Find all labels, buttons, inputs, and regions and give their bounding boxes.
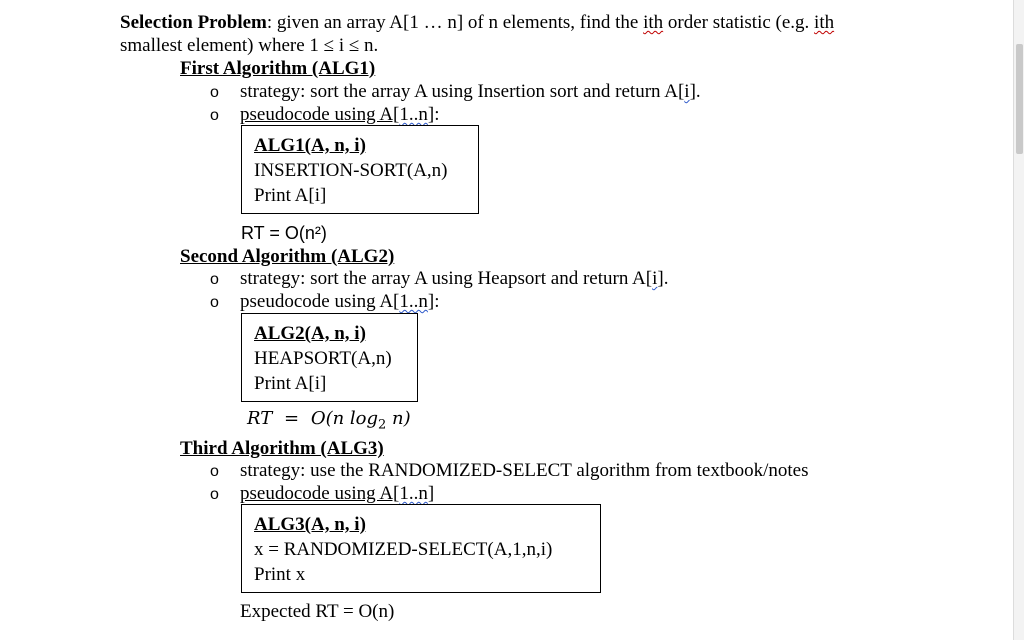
alg1-pseudo-range: 1..n (399, 104, 428, 125)
alg1-pseudo-label (240, 104, 439, 126)
alg2-runtime (247, 408, 411, 437)
alg1-strategy-i: i (684, 81, 690, 102)
alg1-strategy-end: ]. (689, 81, 701, 102)
alg2-pseudo-text: pseudocode using A[ (240, 291, 400, 312)
scrollbar-thumb[interactable] (1016, 44, 1023, 154)
alg1-strategy (240, 81, 701, 103)
alg2-rt-lhs: RT (247, 408, 273, 429)
alg2-pseudo-end: ]: (427, 291, 440, 312)
alg1-bullet-pseudo: o (210, 107, 219, 124)
alg3-pseudo-label (240, 483, 434, 505)
alg3-strategy: strategy: use the RANDOMIZED-SELECT algorithm from textbook/notes (240, 460, 809, 481)
alg2-strategy-i: i (652, 268, 658, 289)
alg2-strategy-end: ]. (657, 268, 669, 289)
alg3-runtime: Expected RT = O(n) (240, 601, 395, 622)
alg2-code-line-1: HEAPSORT(A,n) (254, 348, 392, 369)
alg2-rt-sub: 2 (378, 417, 387, 433)
alg1-pseudo-end: ]: (427, 104, 440, 125)
problem-text-2: order statistic (e.g. (663, 12, 815, 33)
ith-word-2: ith (814, 12, 835, 33)
alg2-heading: Second Algorithm (ALG2) (180, 246, 395, 267)
problem-text-1: : given an array A[1 … n] of n elements, find the (266, 12, 644, 33)
alg1-code-box (241, 125, 479, 214)
alg1-code-line-2: Print A[i] (254, 185, 327, 206)
alg3-code-line-1: x = RANDOMIZED-SELECT(A,1,n,i) (254, 539, 553, 560)
alg3-bullet-pseudo: o (210, 486, 219, 503)
alg3-pseudo-text: pseudocode using A[ (240, 483, 400, 504)
alg3-code-title: ALG3(A, n, i) (254, 514, 366, 535)
alg2-strategy (240, 268, 668, 290)
alg1-strategy-text: strategy: sort the array A using Insertion sort and return A[ (240, 81, 685, 102)
problem-statement-line1 (120, 12, 834, 34)
alg3-pseudo-range: 1..n (399, 483, 428, 504)
alg2-pseudo-label (240, 291, 439, 313)
alg3-heading: Third Algorithm (ALG3) (180, 438, 384, 459)
problem-statement-line2: smallest element) where 1 ≤ i ≤ n. (120, 35, 379, 56)
alg1-code-title: ALG1(A, n, i) (254, 135, 366, 156)
alg3-code-line-2: Print x (254, 564, 306, 585)
alg2-pseudo-range: 1..n (399, 291, 428, 312)
alg2-bullet-pseudo: o (210, 294, 219, 311)
vertical-scrollbar[interactable] (1013, 0, 1024, 640)
alg3-pseudo-end: ] (427, 483, 435, 504)
alg1-bullet-strategy: o (210, 84, 219, 101)
alg2-code-box (241, 313, 418, 402)
ith-word: ith (643, 12, 664, 33)
alg1-heading: First Algorithm (ALG1) (180, 58, 376, 79)
alg2-code-line-2: Print A[i] (254, 373, 327, 394)
alg2-strategy-text: strategy: sort the array A using Heapsort and return A[ (240, 268, 653, 289)
alg3-bullet-strategy: o (210, 463, 219, 480)
alg2-bullet-strategy: o (210, 271, 219, 288)
alg3-code-box (241, 504, 601, 593)
alg2-code-title: ALG2(A, n, i) (254, 323, 366, 344)
alg2-rt-rhs-end: n) (386, 408, 411, 429)
alg1-pseudo-text: pseudocode using A[ (240, 104, 400, 125)
alg1-runtime: RT = O(n²) (241, 223, 327, 243)
alg1-code-line-1: INSERTION-SORT(A,n) (254, 160, 448, 181)
alg2-rt-eq: = (283, 408, 300, 429)
problem-label: Selection Problem (120, 12, 267, 33)
alg2-rt-rhs: O(n log (310, 408, 379, 429)
